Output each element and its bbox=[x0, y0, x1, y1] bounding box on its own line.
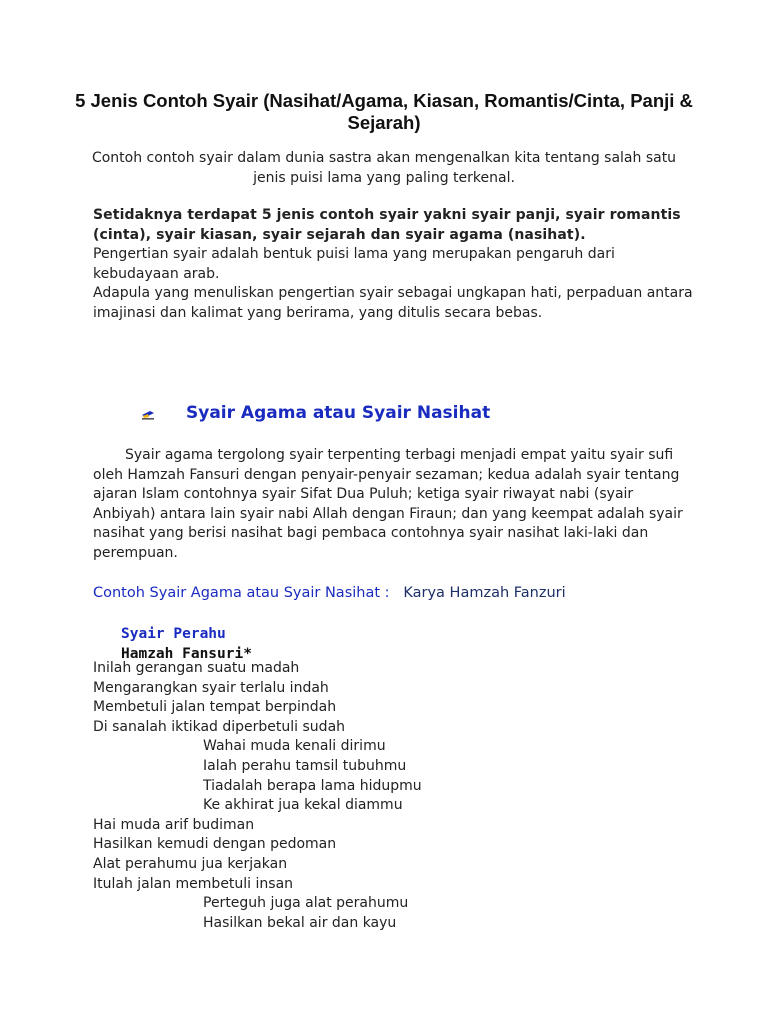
section-heading bbox=[140, 400, 490, 426]
section-heading-text: Syair Agama atau Syair Nasihat bbox=[186, 403, 491, 423]
summary-block bbox=[93, 206, 693, 323]
section-paragraph: Syair agama tergolong syair terpenting terbagi menjadi empat yaitu syair sufi oleh Hamzah Fansuri dengan penyair-penyair sezaman; kedua adalah syair tentang ajaran Islam contohnya syair Sifat Dua Puluh; ketiga syair riwayat nabi (syair Anbiyah) antara lain syair nabi Allah dengan Firaun; dan yang keempat adalah syair nasihat yang berisi nasihat bagi pembaca contohnya syair nasihat laki-laki dan perempuan. bbox=[93, 447, 683, 561]
poem-line: Itulah jalan membetuli insan bbox=[93, 875, 294, 892]
pen-bullet-icon bbox=[140, 406, 156, 420]
poem-line: Hasilkan bekal air dan kayu bbox=[203, 914, 397, 931]
poem-author: Hamzah Fansuri* bbox=[121, 646, 252, 662]
poem-heading bbox=[121, 624, 252, 664]
poem-line: Membetuli jalan tempat berpindah bbox=[93, 699, 337, 716]
example-label-line bbox=[93, 583, 566, 603]
poem-title: Syair Perahu bbox=[121, 626, 226, 642]
definition-text: Pengertian syair adalah bentuk puisi lama yang merupakan pengaruh dari kebudayaan arab. bbox=[93, 246, 615, 282]
poem-body bbox=[93, 659, 693, 933]
page-title: 5 Jenis Contoh Syair (Nasihat/Agama, Kiasan, Romantis/Cinta, Panji & Sejarah) bbox=[75, 90, 693, 133]
poem-line: Mengarangkan syair terlalu indah bbox=[93, 679, 329, 696]
poem-line: Di sanalah iktikad diperbetuli sudah bbox=[93, 718, 346, 735]
poem-line: Inilah gerangan suatu madah bbox=[93, 660, 300, 676]
example-author-note: Karya Hamzah Fanzuri bbox=[403, 585, 566, 601]
poem-line: Ke akhirat jua kekal diammu bbox=[203, 797, 403, 814]
poem-line: Perteguh juga alat perahumu bbox=[203, 895, 409, 912]
example-label: Contoh Syair Agama atau Syair Nasihat : bbox=[93, 585, 390, 601]
poem-line: Ialah perahu tamsil tubuhmu bbox=[203, 757, 407, 774]
poem-line: Hasilkan kemudi dengan pedoman bbox=[93, 836, 337, 853]
summary-bold-text: Setidaknya terdapat 5 jenis contoh syair yakni syair panji, syair romantis (cinta), syair kiasan, syair sejarah dan syair agama (nasihat). bbox=[93, 207, 681, 243]
poem-line: Tiadalah berapa lama hidupmu bbox=[203, 777, 422, 794]
poem-line: Alat perahumu jua kerjakan bbox=[93, 855, 288, 872]
definition-text-2: Adapula yang menuliskan pengertian syair sebagai ungkapan hati, perpaduan antara imajinasi dan kalimat yang berirama, yang ditulis secara bebas. bbox=[93, 285, 693, 321]
poem-line: Hai muda arif budiman bbox=[93, 816, 255, 833]
intro-paragraph: Contoh contoh syair dalam dunia sastra akan mengenalkan kita tentang salah satu jenis puisi lama yang paling terkenal. bbox=[91, 150, 677, 186]
poem-line: Wahai muda kenali dirimu bbox=[203, 738, 386, 755]
